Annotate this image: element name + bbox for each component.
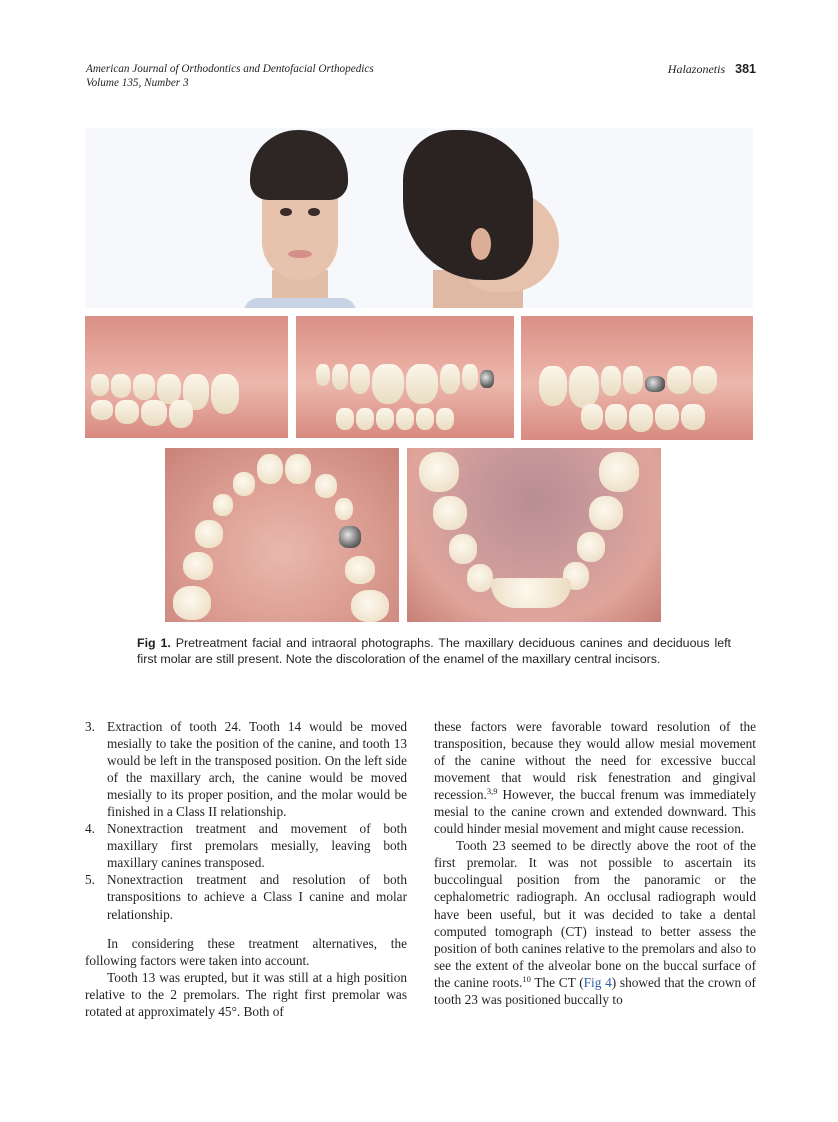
body-paragraph: Tooth 13 was erupted, but it was still at a high position relative to the 2 premolars. The right first premolar was rotated at approximately 45°. Both of <box>85 969 407 1019</box>
list-text: Nonextraction treatment and resolution of both transpositions to achieve a Class I canine and molar relationship. <box>107 872 407 922</box>
list-item <box>85 871 407 922</box>
left-buccal-intraoral-photo <box>521 316 753 440</box>
list-text: Nonextraction treatment and movement of both maxillary first premolars mesially, leaving both maxillary canines transposed. <box>107 821 407 871</box>
list-text: Extraction of tooth 24. Tooth 14 would be moved mesially to take the position of the canine, and tooth 13 would be left in the transposed position. On the left side of the maxillary arch, the canine would be moved mesially to its proper position, and the molar would be finished in a Class II relationship. <box>107 719 407 820</box>
frontal-facial-photo <box>250 130 350 308</box>
list-number: 3. <box>85 719 95 734</box>
running-header <box>86 62 374 90</box>
page-header-right <box>668 62 756 76</box>
figure-1 <box>85 128 753 622</box>
paragraph-text: Tooth 23 seemed to be directly above the root of the first premolar. It was not possible to ascertain its buccolingual position from the panoramic or the cephalometric radiograph. An occlusal radiograph would have been useful, but it was decided to take a dental computed tomograph (CT) instead to better assess the position of both canines relative to the premolars and also to see the extent of the alveolar bone on the buccal surface of the canine roots. <box>434 838 756 990</box>
figure-caption <box>137 635 731 667</box>
page-number: 381 <box>735 62 756 76</box>
paragraph-text: ) showed that the crown of tooth 23 was positioned buccally to <box>434 974 756 1007</box>
facial-photos-panel <box>85 128 753 308</box>
list-number: 4. <box>85 821 95 837</box>
paragraph-text: The CT ( <box>530 974 584 990</box>
right-buccal-intraoral-photo <box>85 316 288 438</box>
mandibular-occlusal-photo <box>407 448 661 622</box>
list-item <box>85 718 407 820</box>
paragraph-text: However, the buccal frenum was immediately mesial to the canine crown and extended downward. This could hinder mesial movement and might cause recession. <box>434 787 756 837</box>
list-item <box>85 820 407 871</box>
author-name: Halazonetis <box>667 62 726 76</box>
body-paragraph <box>434 837 756 1007</box>
frontal-intraoral-photo <box>296 316 514 438</box>
citation-ref[interactable]: 3,9 <box>486 786 498 797</box>
body-paragraph <box>434 718 756 837</box>
right-column <box>434 718 756 1008</box>
body-paragraph: In considering these treatment alternatives, the following factors were taken into account. <box>85 935 407 968</box>
figure-label: Fig 1. <box>137 636 171 650</box>
citation-ref[interactable]: 10 <box>522 973 531 984</box>
profile-facial-photo <box>403 130 573 308</box>
list-number: 5. <box>85 872 95 888</box>
journal-title: American Journal of Orthodontics and Dentofacial Orthopedics <box>86 63 374 75</box>
journal-volume: Volume 135, Number 3 <box>86 77 189 89</box>
maxillary-occlusal-photo <box>165 448 399 622</box>
paragraph-text: these factors were favorable toward resolution of the transposition, because they would allow mesial movement of the canine without the need for excessive buccal movement that would risk fenestration and gingival recession. <box>434 719 756 803</box>
figure-link[interactable]: Fig 4 <box>583 974 612 990</box>
left-column <box>85 718 407 1020</box>
caption-text: Pretreatment facial and intraoral photographs. The maxillary deciduous canines and deciduous left first molar are still present. Note the discoloration of the enamel of the maxillary central incisors. <box>137 636 731 666</box>
